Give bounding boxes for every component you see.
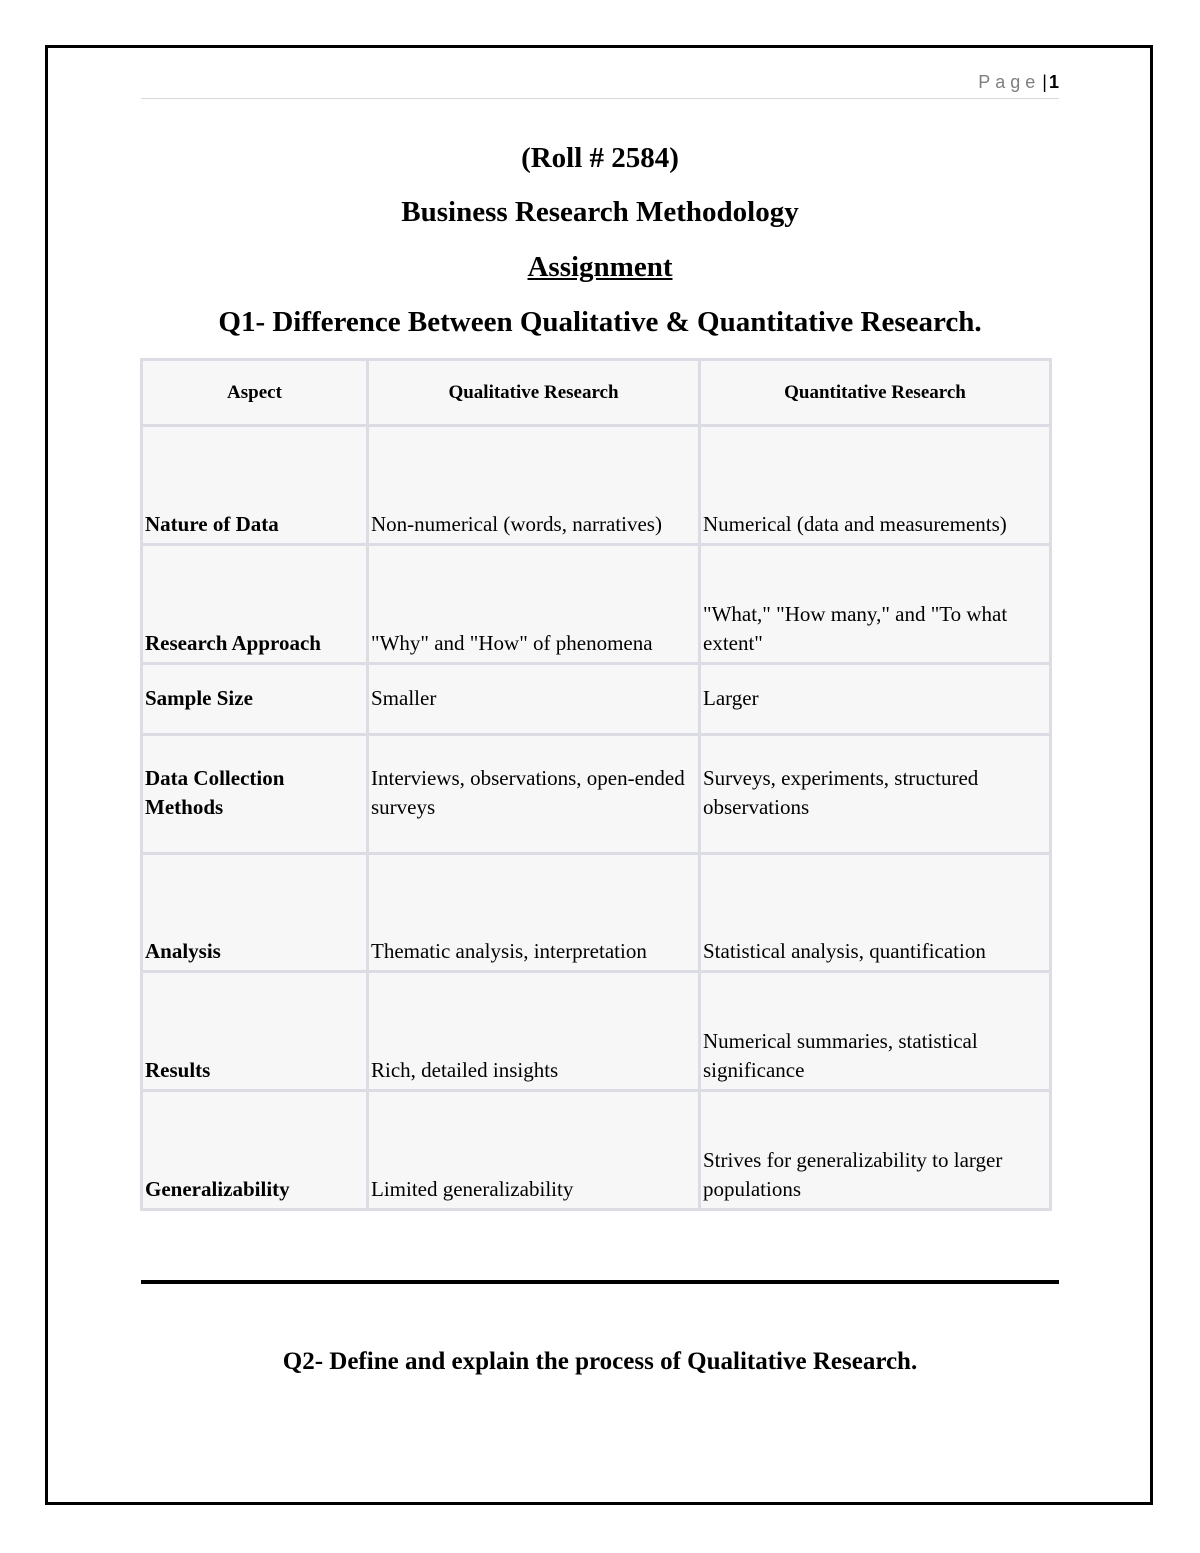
table-header-row <box>142 360 1051 426</box>
header-quantitative: Quantitative Research <box>700 360 1051 426</box>
table-row <box>142 1091 1051 1210</box>
page-number: 1 <box>1048 72 1059 92</box>
quantitative-cell: Larger <box>700 664 1051 735</box>
question-2-title: Q2- Define and explain the process of Qualitative Research. <box>282 1348 918 1375</box>
aspect-cell: Results <box>142 972 368 1091</box>
quantitative-cell: Numerical summaries, statistical significance <box>700 972 1051 1091</box>
qualitative-cell: Limited generalizability <box>368 1091 700 1210</box>
aspect-cell: Nature of Data <box>142 426 368 545</box>
question-1-title: Q1- Difference Between Qualitative & Quantitative Research. <box>218 306 982 338</box>
aspect-cell: Research Approach <box>142 545 368 664</box>
quantitative-cell: Strives for generalizability to larger populations <box>700 1091 1051 1210</box>
quantitative-cell: "What," "How many," and "To what extent" <box>700 545 1051 664</box>
section-divider <box>141 1280 1059 1284</box>
qualitative-cell: Interviews, observations, open-ended surveys <box>368 735 700 854</box>
aspect-cell: Sample Size <box>142 664 368 735</box>
page-label: Page <box>978 72 1041 92</box>
roll-number: (Roll # 2584) <box>521 142 679 174</box>
header-aspect: Aspect <box>142 360 368 426</box>
table-row <box>142 854 1051 972</box>
page-header <box>141 72 1059 99</box>
header-qualitative: Qualitative Research <box>368 360 700 426</box>
qualitative-cell: Thematic analysis, interpretation <box>368 854 700 972</box>
qualitative-cell: Non-numerical (words, narratives) <box>368 426 700 545</box>
quantitative-cell: Surveys, experiments, structured observations <box>700 735 1051 854</box>
page-separator: | <box>1042 72 1047 92</box>
quantitative-cell: Statistical analysis, quantification <box>700 854 1051 972</box>
assignment-heading: Assignment <box>527 251 673 283</box>
table-row <box>142 664 1051 735</box>
qualitative-cell: Rich, detailed insights <box>368 972 700 1091</box>
qualitative-cell: Smaller <box>368 664 700 735</box>
aspect-cell: Analysis <box>142 854 368 972</box>
aspect-cell: Generalizability <box>142 1091 368 1210</box>
table-row <box>142 972 1051 1091</box>
qualitative-cell: "Why" and "How" of phenomena <box>368 545 700 664</box>
table-row <box>142 545 1051 664</box>
aspect-cell: Data Collection Methods <box>142 735 368 854</box>
comparison-table <box>140 358 1049 1211</box>
course-title: Business Research Methodology <box>401 196 799 228</box>
table-row <box>142 735 1051 854</box>
table-row <box>142 426 1051 545</box>
quantitative-cell: Numerical (data and measurements) <box>700 426 1051 545</box>
